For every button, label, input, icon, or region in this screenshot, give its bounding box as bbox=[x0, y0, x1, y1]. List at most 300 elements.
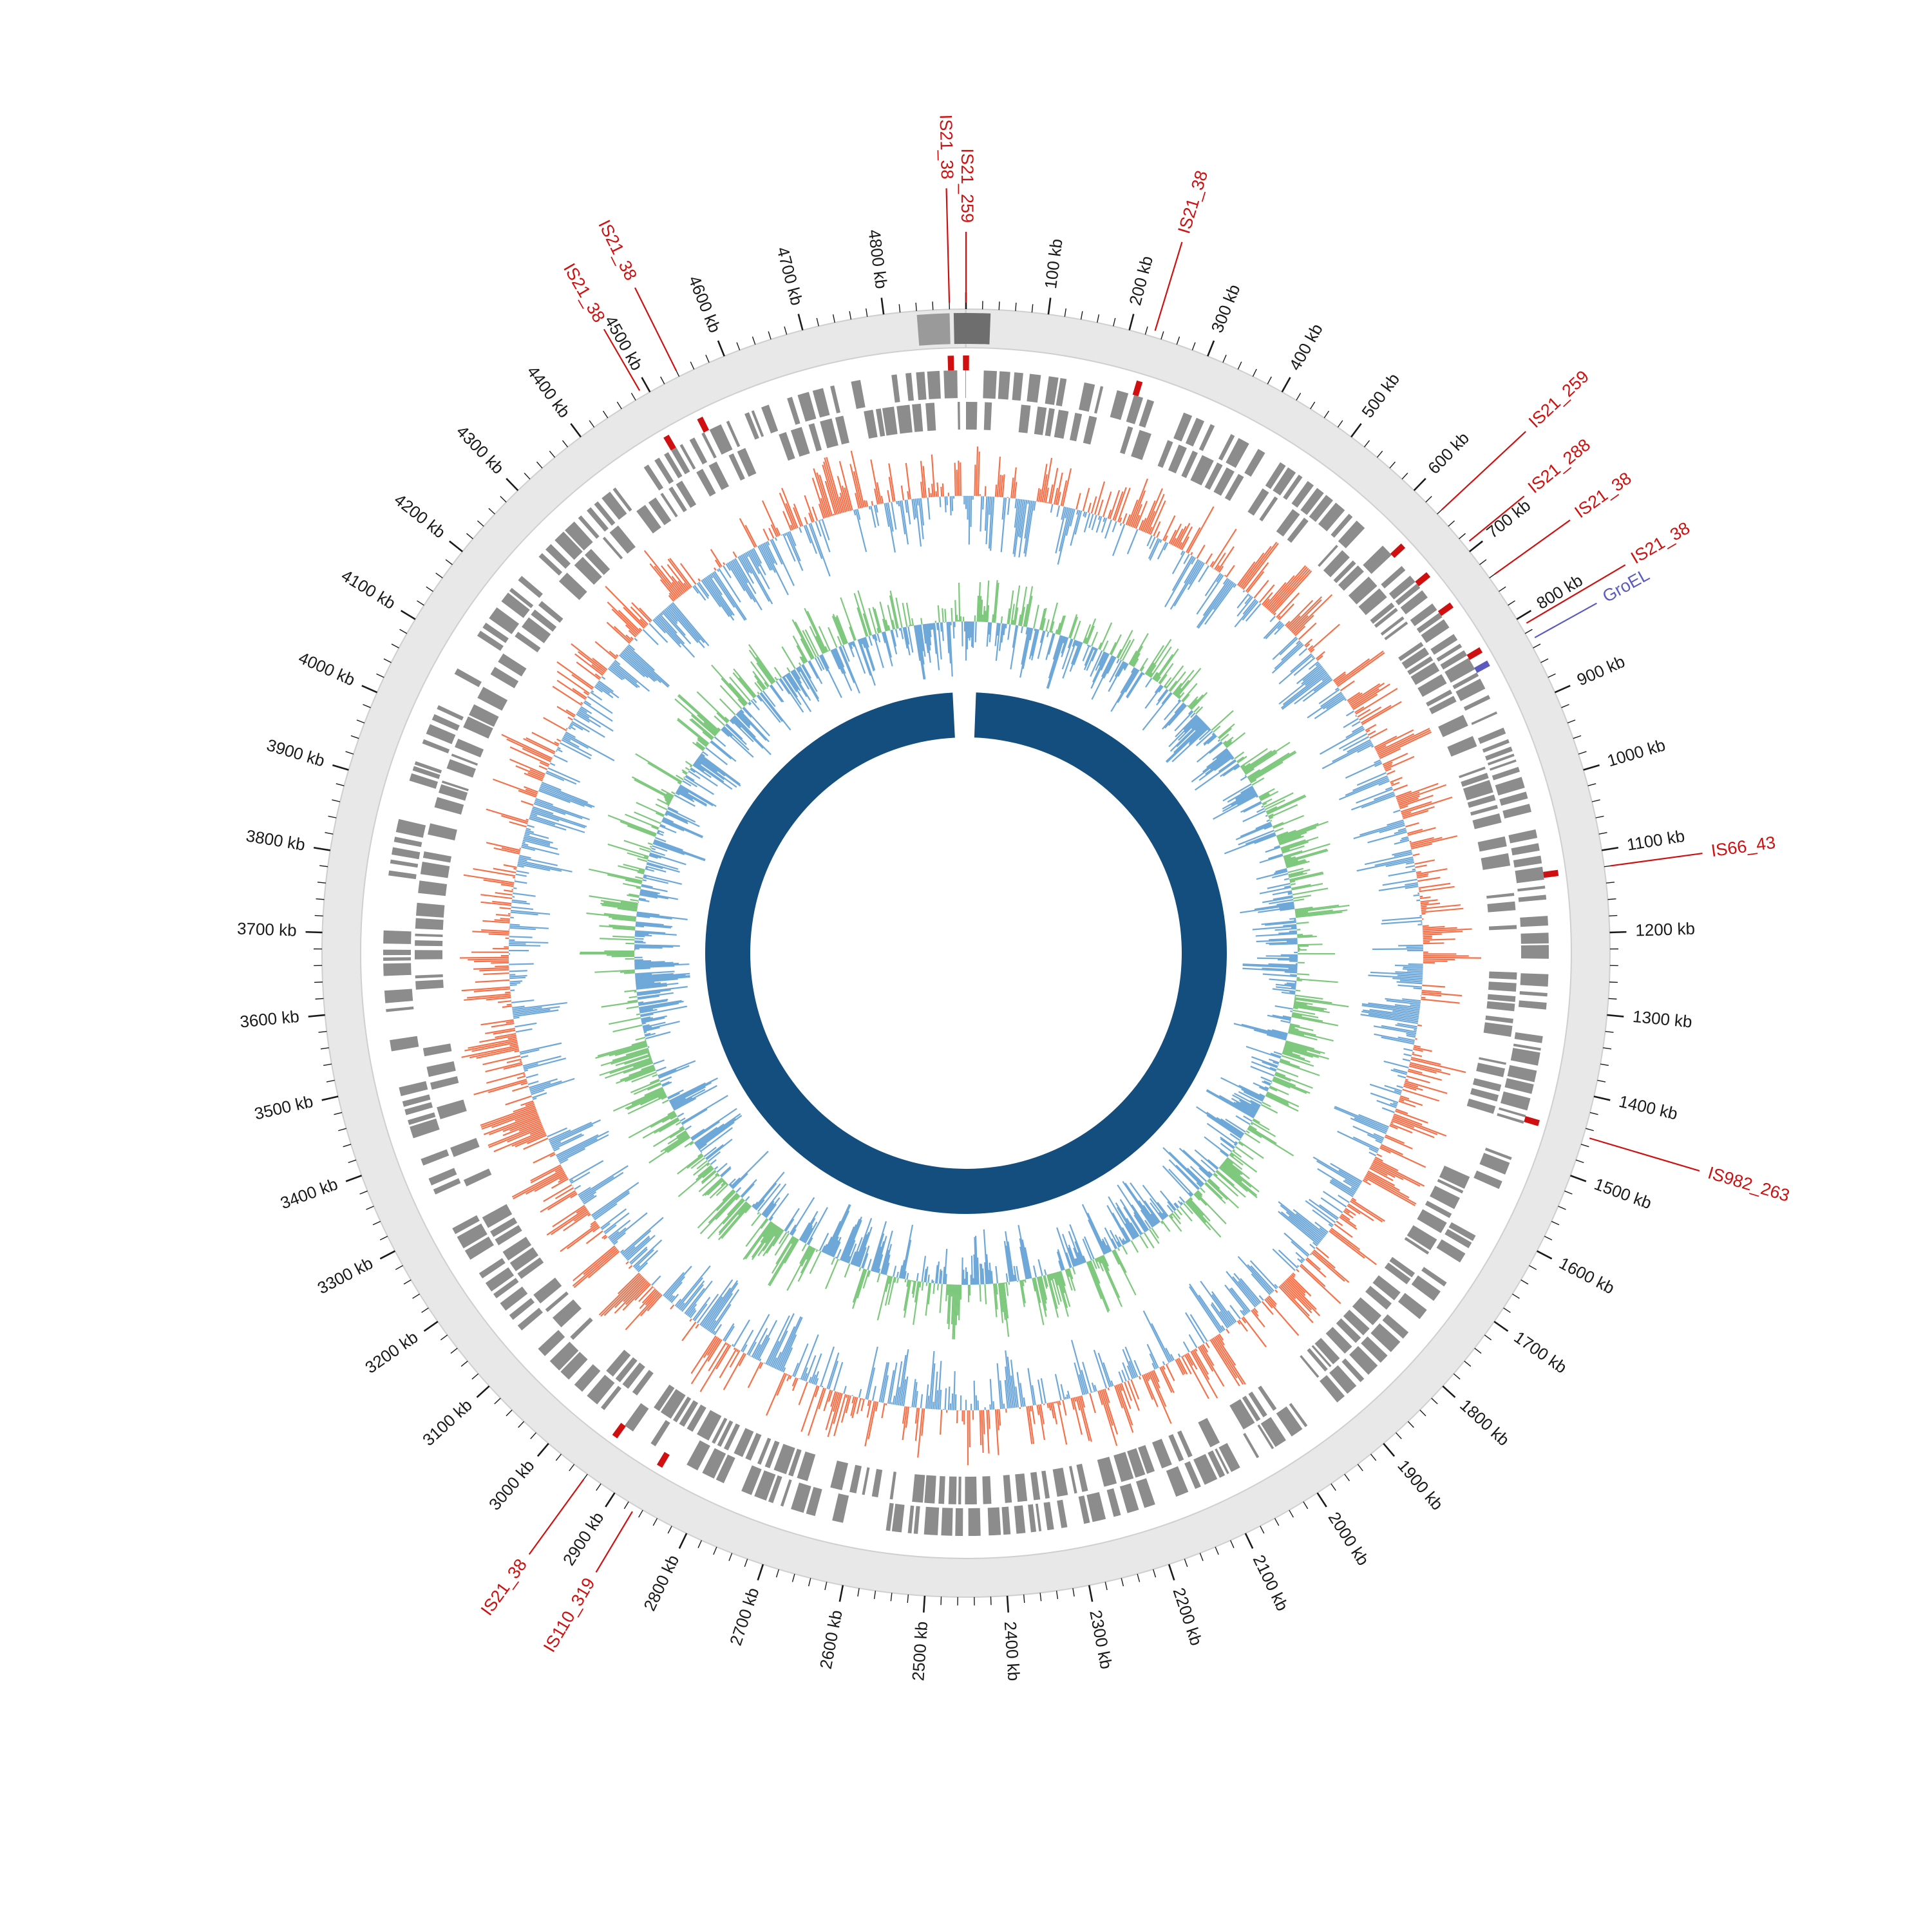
axis-minor-tick bbox=[639, 1510, 643, 1517]
annotation-label: IS21_38 bbox=[936, 114, 958, 180]
histogram-bar bbox=[1118, 1248, 1119, 1251]
cds-feature bbox=[1473, 1171, 1502, 1189]
histogram-bar bbox=[938, 605, 940, 623]
histogram-bar bbox=[500, 907, 511, 909]
cds-feature bbox=[908, 1506, 914, 1533]
cds-feature bbox=[781, 1479, 792, 1506]
axis-minor-tick bbox=[338, 1128, 346, 1131]
is-element-mark bbox=[612, 1423, 626, 1438]
histogram-bar bbox=[1045, 1269, 1046, 1275]
histogram-bar bbox=[1273, 645, 1303, 673]
histogram-bar bbox=[1119, 1372, 1122, 1383]
axis-major-tick bbox=[1609, 932, 1626, 933]
histogram-bar bbox=[1296, 922, 1309, 923]
histogram-bar bbox=[1408, 964, 1423, 965]
axis-minor-tick bbox=[518, 1421, 524, 1427]
histogram-bar bbox=[513, 888, 516, 889]
histogram-bar bbox=[1020, 628, 1030, 677]
histogram-bar bbox=[598, 682, 619, 697]
histogram-bar bbox=[500, 918, 510, 919]
histogram-bar bbox=[1088, 1220, 1104, 1255]
cds-feature bbox=[1094, 386, 1103, 413]
histogram-bar bbox=[1338, 1195, 1349, 1202]
is-element-mark bbox=[947, 355, 954, 370]
histogram-bar bbox=[1226, 1329, 1229, 1333]
axis-minor-tick bbox=[1561, 705, 1569, 708]
histogram-bar bbox=[864, 500, 866, 507]
cds-feature bbox=[864, 410, 877, 439]
histogram-bar bbox=[509, 964, 534, 965]
histogram-bar bbox=[703, 579, 729, 616]
histogram-bar bbox=[595, 641, 616, 659]
histogram-bar bbox=[1354, 824, 1405, 838]
histogram-bar bbox=[788, 532, 800, 561]
histogram-bar bbox=[1210, 1340, 1239, 1386]
axis-minor-tick bbox=[1396, 1433, 1402, 1439]
cds-feature bbox=[1520, 933, 1548, 943]
histogram-bar bbox=[661, 1134, 688, 1152]
axis-minor-tick bbox=[1459, 533, 1466, 538]
histogram-bar bbox=[1160, 540, 1161, 542]
histogram-bar bbox=[775, 538, 777, 541]
histogram-bar bbox=[1034, 501, 1035, 511]
histogram-bar bbox=[521, 1056, 528, 1057]
histogram-bar bbox=[1179, 1358, 1187, 1374]
annotation-label: IS21_38 bbox=[477, 1555, 531, 1620]
histogram-bar bbox=[867, 1259, 871, 1270]
histogram-bar bbox=[1289, 992, 1295, 993]
histogram-bar bbox=[1006, 624, 1007, 629]
histogram-bar bbox=[1421, 910, 1426, 911]
histogram-bar bbox=[624, 972, 635, 973]
histogram-bar bbox=[917, 498, 918, 506]
histogram-bar bbox=[928, 1274, 929, 1282]
histogram-bar bbox=[668, 606, 705, 648]
cds-feature bbox=[1019, 404, 1031, 433]
histogram-bar bbox=[1329, 1231, 1365, 1258]
histogram-bar bbox=[1075, 1397, 1076, 1402]
histogram-bar bbox=[1415, 865, 1426, 867]
is-element-mark bbox=[1474, 661, 1490, 673]
histogram-bar bbox=[1051, 504, 1053, 513]
histogram-bar bbox=[1382, 1108, 1394, 1112]
histogram-bar bbox=[1270, 616, 1275, 621]
axis-minor-tick bbox=[323, 1064, 332, 1065]
histogram-bar bbox=[698, 1122, 734, 1148]
histogram-bar bbox=[782, 647, 795, 668]
cds-feature bbox=[1470, 805, 1498, 816]
histogram-bar bbox=[1391, 1122, 1394, 1124]
cds-feature bbox=[396, 819, 426, 838]
histogram-bar bbox=[853, 641, 865, 674]
histogram-bar bbox=[620, 971, 635, 972]
histogram-bar bbox=[882, 1403, 884, 1418]
histogram-bar bbox=[857, 1398, 861, 1414]
axis-minor-tick bbox=[1512, 1294, 1519, 1298]
histogram-bar bbox=[844, 1386, 846, 1394]
axis-major-tick bbox=[322, 1097, 338, 1101]
annotation-label: IS66_43 bbox=[1710, 832, 1777, 861]
axis-minor-tick bbox=[1231, 1540, 1234, 1548]
axis-minor-tick bbox=[596, 1484, 601, 1491]
axis-minor-tick bbox=[319, 866, 328, 867]
histogram-bar bbox=[635, 935, 652, 936]
histogram-bar bbox=[981, 1410, 983, 1453]
annotation-leader bbox=[1611, 853, 1703, 866]
axis-tick-label: 4600 kb bbox=[685, 272, 725, 336]
histogram-bar bbox=[516, 875, 527, 876]
histogram-bar bbox=[572, 675, 592, 690]
axis-minor-tick bbox=[377, 674, 384, 677]
histogram-bar bbox=[1237, 597, 1253, 616]
axis-minor-tick bbox=[556, 1454, 561, 1461]
axis-minor-tick bbox=[706, 355, 709, 363]
histogram-bar bbox=[872, 501, 873, 506]
histogram-bar bbox=[921, 618, 922, 625]
histogram-bar bbox=[945, 497, 946, 513]
histogram-bar bbox=[1334, 1108, 1388, 1130]
histogram-bar bbox=[1395, 965, 1423, 966]
histogram-bar bbox=[1105, 520, 1112, 538]
cds-feature bbox=[832, 1493, 849, 1523]
axis-minor-tick bbox=[1073, 1588, 1074, 1596]
axis-minor-tick bbox=[413, 1294, 420, 1298]
histogram-bar bbox=[533, 1098, 536, 1099]
histogram-bar bbox=[1291, 884, 1296, 885]
cds-feature bbox=[830, 385, 840, 413]
axis-minor-tick bbox=[562, 440, 567, 447]
histogram-bar bbox=[1310, 1244, 1315, 1249]
histogram-bar bbox=[864, 638, 875, 670]
histogram-bar bbox=[940, 1410, 942, 1435]
axis-minor-tick bbox=[1432, 1398, 1437, 1404]
histogram-bar bbox=[570, 724, 573, 726]
histogram-bar bbox=[1186, 1202, 1211, 1230]
histogram-bar bbox=[993, 1401, 994, 1410]
cds-feature bbox=[1036, 1504, 1041, 1531]
axis-minor-tick bbox=[1097, 314, 1099, 323]
axis-minor-tick bbox=[1024, 1595, 1025, 1603]
histogram-bar bbox=[1243, 544, 1278, 590]
axis-major-tick bbox=[840, 1586, 843, 1602]
axis-minor-tick bbox=[395, 1265, 402, 1269]
histogram-bar bbox=[1173, 552, 1185, 574]
axis-minor-tick bbox=[1521, 1280, 1528, 1284]
histogram-bar bbox=[959, 583, 960, 621]
histogram-bar bbox=[583, 1247, 616, 1274]
histogram-bar bbox=[1384, 1061, 1409, 1068]
histogram-bar bbox=[1222, 1164, 1251, 1188]
axis-minor-tick bbox=[1540, 659, 1548, 663]
cds-feature bbox=[415, 940, 442, 946]
histogram-bar bbox=[904, 1240, 911, 1278]
histogram-bar bbox=[917, 1273, 918, 1281]
axis-major-tick bbox=[1383, 1443, 1394, 1456]
histogram-bar bbox=[785, 533, 786, 536]
histogram-bar bbox=[620, 822, 656, 835]
histogram-bar bbox=[955, 463, 956, 497]
axis-minor-tick bbox=[1597, 1080, 1605, 1082]
histogram-bar bbox=[822, 1386, 823, 1387]
histogram-bar bbox=[907, 1273, 908, 1280]
histogram-bar bbox=[600, 938, 634, 940]
histogram-bar bbox=[670, 1305, 674, 1309]
annotation-label: IS982_263 bbox=[1705, 1162, 1792, 1206]
histogram-bar bbox=[1296, 979, 1338, 982]
axis-minor-tick bbox=[325, 833, 333, 834]
axis-minor-tick bbox=[1345, 1474, 1350, 1481]
histogram-bar bbox=[710, 742, 731, 759]
axis-major-tick bbox=[1414, 478, 1426, 491]
histogram-bar bbox=[699, 1150, 700, 1151]
axis-minor-tick bbox=[825, 1582, 827, 1590]
histogram-bar bbox=[1113, 521, 1117, 532]
histogram-bar bbox=[1032, 629, 1037, 656]
backbone-ring bbox=[705, 692, 1227, 1214]
axis-minor-tick bbox=[316, 899, 325, 900]
histogram-bar bbox=[1083, 488, 1089, 511]
axis-minor-tick bbox=[472, 1374, 478, 1379]
histogram-bar bbox=[1034, 629, 1035, 630]
cds-feature bbox=[1471, 712, 1497, 725]
histogram-bar bbox=[784, 1208, 799, 1231]
histogram-bar bbox=[1070, 617, 1077, 638]
axis-tick-label: 1500 kb bbox=[1591, 1174, 1654, 1213]
axis-minor-tick bbox=[1596, 816, 1604, 818]
cds-feature bbox=[388, 871, 417, 880]
histogram-bar bbox=[886, 503, 895, 553]
axis-minor-tick bbox=[366, 1206, 374, 1209]
histogram-bar bbox=[526, 1074, 538, 1077]
axis-minor-tick bbox=[314, 982, 323, 983]
histogram-bar bbox=[1280, 1206, 1323, 1240]
histogram-bar bbox=[513, 893, 536, 896]
histogram-bar bbox=[620, 1068, 655, 1081]
cds-feature bbox=[1028, 1504, 1036, 1533]
histogram-bar bbox=[1184, 560, 1198, 583]
histogram-bar bbox=[771, 685, 783, 702]
histogram-bar bbox=[558, 748, 560, 749]
histogram-bar bbox=[887, 490, 889, 502]
histogram-bar bbox=[862, 1399, 864, 1411]
cds-feature bbox=[383, 931, 412, 944]
cds-forward-ring bbox=[383, 370, 1549, 1536]
histogram-bar bbox=[726, 1343, 728, 1345]
annotation-label: IS21_38 bbox=[1627, 518, 1694, 568]
histogram-bar bbox=[736, 1188, 741, 1192]
histogram-bar bbox=[975, 465, 976, 497]
axis-minor-tick bbox=[346, 752, 354, 754]
axis-tick-label: 3800 kb bbox=[244, 826, 307, 855]
cds-feature bbox=[1486, 1001, 1515, 1012]
axis-minor-tick bbox=[1338, 421, 1343, 428]
cds-feature bbox=[925, 402, 936, 431]
axis-minor-tick bbox=[1200, 1553, 1203, 1561]
histogram-bar bbox=[787, 668, 790, 672]
histogram-bar bbox=[578, 652, 605, 672]
histogram-bar bbox=[902, 486, 904, 500]
histogram-bar bbox=[1423, 926, 1429, 927]
axis-minor-tick bbox=[1605, 1032, 1614, 1033]
cds-feature bbox=[1198, 1418, 1220, 1448]
histogram-bar bbox=[1144, 1311, 1170, 1363]
histogram-bar bbox=[922, 1282, 923, 1291]
histogram-bar bbox=[1266, 1298, 1298, 1336]
histogram-bar bbox=[636, 802, 665, 815]
histogram-bar bbox=[1130, 634, 1148, 665]
histogram-bar bbox=[636, 1014, 640, 1015]
histogram-bar bbox=[688, 1304, 697, 1316]
histogram-bar bbox=[1289, 1030, 1334, 1041]
cds-feature bbox=[399, 1081, 428, 1096]
histogram-bar bbox=[1259, 1296, 1263, 1300]
histogram-bar bbox=[1290, 975, 1297, 976]
histogram-bar bbox=[1076, 493, 1080, 509]
histogram-bar bbox=[748, 1362, 761, 1388]
axis-major-tick bbox=[362, 686, 377, 693]
histogram-bar bbox=[1099, 516, 1100, 520]
is-element-mark bbox=[657, 1452, 670, 1468]
cds-feature bbox=[1003, 1475, 1012, 1503]
histogram-bar bbox=[1393, 810, 1400, 813]
histogram-bar bbox=[1057, 506, 1059, 517]
histogram-bar bbox=[1162, 704, 1185, 729]
axis-tick-label: 2900 kb bbox=[558, 1508, 608, 1569]
histogram-bar bbox=[1301, 1264, 1325, 1287]
axis-minor-tick bbox=[1544, 1236, 1552, 1240]
histogram-bar bbox=[496, 914, 510, 916]
histogram-bar bbox=[799, 1382, 808, 1405]
axis-tick-label: 4700 kb bbox=[773, 245, 807, 308]
histogram-bar bbox=[1038, 1259, 1042, 1276]
axis-minor-tick bbox=[1603, 1048, 1611, 1049]
histogram-bar bbox=[697, 715, 718, 733]
is-element-mark bbox=[1438, 602, 1454, 616]
histogram-bar bbox=[853, 1269, 866, 1309]
cds-feature bbox=[390, 860, 418, 868]
axis-minor-tick bbox=[422, 1308, 429, 1312]
histogram-bar bbox=[1197, 580, 1231, 627]
histogram-bar bbox=[528, 1081, 538, 1084]
histogram-bar bbox=[1132, 646, 1142, 665]
cds-feature bbox=[1438, 715, 1468, 737]
cds-feature bbox=[415, 950, 442, 960]
histogram-bar bbox=[1377, 1154, 1382, 1157]
histogram-bar bbox=[636, 754, 682, 782]
cds-feature bbox=[384, 989, 413, 1003]
cds-feature bbox=[1511, 843, 1540, 855]
axis-minor-tick bbox=[1508, 601, 1515, 605]
histogram-bar bbox=[1008, 625, 1010, 640]
histogram-bar bbox=[1006, 1408, 1007, 1412]
axis-major-tick bbox=[1584, 765, 1600, 770]
histogram-bar bbox=[1412, 869, 1416, 870]
histogram-bar bbox=[1292, 1016, 1338, 1025]
histogram-bar bbox=[1336, 651, 1383, 685]
axis-minor-tick bbox=[531, 1433, 536, 1439]
histogram-bar bbox=[1209, 743, 1222, 753]
histogram-bar bbox=[980, 1285, 981, 1302]
axis-minor-tick bbox=[446, 560, 452, 565]
histogram-bar bbox=[853, 1269, 864, 1302]
axis-minor-tick bbox=[524, 473, 530, 479]
histogram-bar bbox=[1404, 1054, 1412, 1056]
histogram-bar bbox=[524, 1074, 526, 1075]
axis-minor-tick bbox=[875, 1591, 876, 1599]
histogram-bar bbox=[901, 628, 903, 639]
cds-feature bbox=[949, 1477, 957, 1504]
histogram-bar bbox=[1052, 631, 1053, 632]
histogram-bar bbox=[565, 734, 614, 761]
histogram-bar bbox=[1286, 1212, 1321, 1240]
axis-tick-label: 1900 kb bbox=[1394, 1455, 1448, 1514]
axis-minor-tick bbox=[1408, 1421, 1414, 1427]
axis-minor-tick bbox=[1599, 833, 1607, 834]
cds-feature bbox=[1520, 973, 1549, 987]
axis-minor-tick bbox=[833, 314, 835, 323]
histogram-bar bbox=[974, 1381, 975, 1410]
histogram-bar bbox=[752, 1214, 761, 1226]
histogram-bar bbox=[1108, 1388, 1109, 1390]
cds-feature bbox=[984, 402, 992, 430]
histogram-bar bbox=[859, 1389, 861, 1397]
histogram-bar bbox=[697, 759, 737, 787]
cds-feature bbox=[383, 963, 412, 976]
histogram-bar bbox=[976, 1396, 977, 1410]
axis-major-tick bbox=[1602, 848, 1618, 850]
histogram-bar bbox=[1338, 652, 1385, 686]
axis-minor-tick bbox=[866, 308, 867, 317]
histogram-bar bbox=[636, 1037, 645, 1040]
axis-major-tick bbox=[1007, 1596, 1009, 1613]
axis-tick-label: 3400 kb bbox=[278, 1174, 341, 1213]
axis-tick-label: 4400 kb bbox=[523, 362, 574, 422]
histogram-bar bbox=[1024, 1397, 1025, 1406]
axis-minor-tick bbox=[661, 377, 665, 384]
histogram-bar bbox=[473, 869, 516, 876]
axis-minor-tick bbox=[1606, 882, 1615, 883]
histogram-bar bbox=[1423, 927, 1444, 928]
histogram-bar bbox=[884, 632, 893, 666]
cds-feature bbox=[1045, 408, 1055, 437]
axis-minor-tick bbox=[1364, 440, 1369, 447]
histogram-bar bbox=[645, 867, 647, 868]
histogram-bar bbox=[1291, 987, 1296, 988]
histogram-bar bbox=[493, 779, 536, 795]
histogram-bar bbox=[1056, 1401, 1057, 1403]
cds-feature bbox=[1467, 1099, 1496, 1114]
histogram-bar bbox=[665, 1266, 692, 1297]
cds-feature bbox=[1519, 1000, 1547, 1009]
histogram-bar bbox=[509, 936, 532, 937]
histogram-bar bbox=[1073, 1267, 1075, 1274]
histogram-bar bbox=[574, 1186, 581, 1189]
histogram-bar bbox=[632, 777, 672, 798]
axis-minor-tick bbox=[1267, 377, 1271, 384]
axis-minor-tick bbox=[744, 1559, 747, 1567]
axis-minor-tick bbox=[1548, 674, 1556, 677]
histogram-bar bbox=[1247, 1265, 1273, 1293]
histogram-bar bbox=[1226, 565, 1235, 577]
histogram-bar bbox=[802, 1244, 806, 1251]
histogram-bar bbox=[629, 1265, 632, 1269]
axis-minor-tick bbox=[1499, 587, 1506, 591]
histogram-bar bbox=[1346, 728, 1364, 738]
histogram-bar bbox=[526, 819, 529, 820]
histogram-bar bbox=[573, 1246, 615, 1281]
axis-tick-label: 300 kb bbox=[1207, 281, 1244, 336]
axis-minor-tick bbox=[404, 1280, 411, 1284]
